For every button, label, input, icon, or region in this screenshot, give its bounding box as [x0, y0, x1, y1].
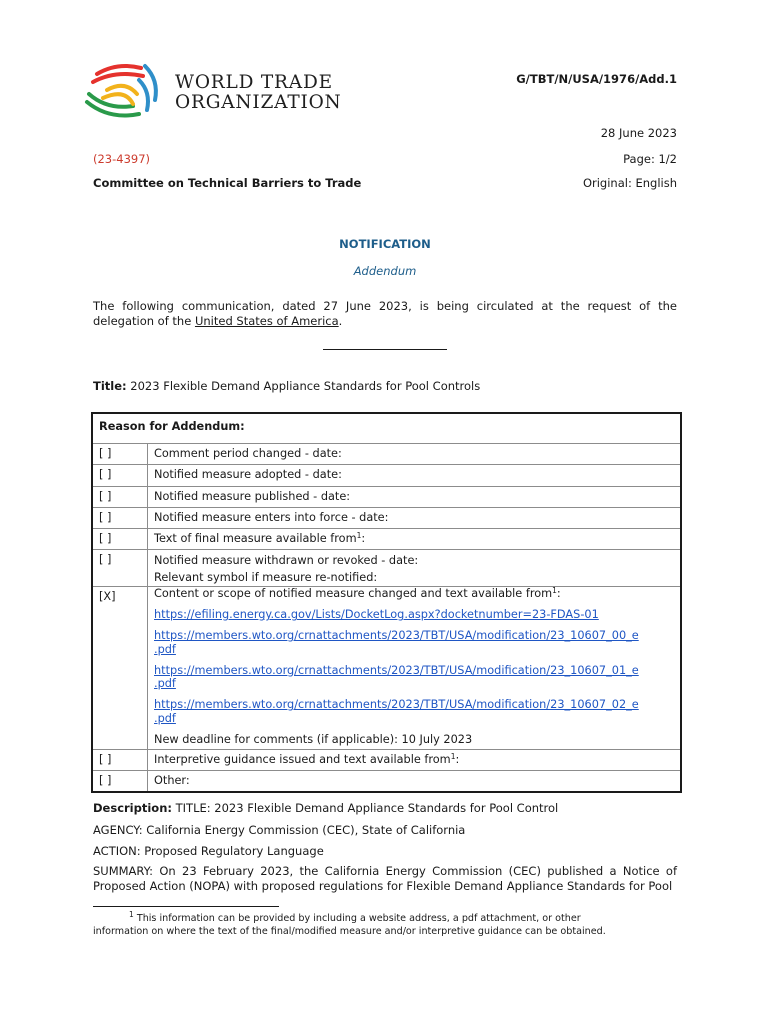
summary-line2: Proposed Action (NOPA) with proposed regulations for Flexible Demand Appliance Standards for Pool [93, 878, 673, 893]
description-agency: AGENCY: California Energy Commission (CEC), State of California [93, 823, 466, 837]
row-content [148, 587, 682, 749]
table-row [92, 507, 681, 528]
link-text[interactable]: https://members.wto.org/crnattachments/2023/TBT/USA/modification/23_10607_01_e [154, 663, 639, 677]
description-title-text: TITLE: 2023 Flexible Demand Appliance Standards for Pool Control [171, 801, 559, 815]
link-attachment-00[interactable] [154, 629, 674, 657]
link-text-cont[interactable]: .pdf [154, 677, 176, 691]
link-attachment-02[interactable] [154, 698, 674, 726]
wto-emblem-icon [83, 60, 167, 130]
member-name: United States of America [194, 313, 339, 328]
intro-line2-pre: delegation of the [93, 313, 195, 328]
document-date: 28 June 2023 [600, 126, 677, 140]
intro-line1: The following communication, dated 27 June 2023, is being circulated at the request of the [93, 299, 677, 313]
link-text-cont[interactable]: .pdf [154, 642, 176, 656]
link-text[interactable]: https://members.wto.org/crnattachments/2023/TBT/USA/modification/23_10607_02_e [154, 698, 639, 712]
checkbox-withdrawn: [ ] [92, 550, 148, 587]
table-row [92, 486, 681, 507]
wto-wordmark [175, 73, 342, 113]
notification-title [93, 379, 480, 393]
row-label: Notified measure adopted - date: [148, 465, 682, 486]
description-action: ACTION: Proposed Regulatory Language [93, 844, 324, 858]
summary-line1: SUMMARY: On 23 February 2023, the California Energy Commission (CEC) published a Notice of [93, 864, 677, 878]
title-label: Title: [93, 379, 127, 393]
row-text-secondary: Relevant symbol if measure re-notified: [154, 571, 378, 585]
link-attachment-01[interactable] [154, 664, 674, 692]
row-label [148, 550, 682, 587]
separator-line [323, 349, 447, 350]
footnote-separator [93, 906, 279, 907]
committee-name: Committee on Technical Barriers to Trade [93, 176, 362, 190]
checkbox-final-measure: [ ] [92, 529, 148, 550]
checkbox-comment-period: [ ] [92, 444, 148, 465]
row-text: Text of final measure available from [154, 532, 357, 546]
row-label: Text of final measure available from$^1$: [148, 529, 682, 550]
original-language: Original: English [582, 176, 677, 190]
link-text[interactable]: https://members.wto.org/crnattachments/2023/TBT/USA/modification/23_10607_00_e [154, 629, 639, 643]
table-row [92, 587, 681, 749]
table-row [92, 529, 681, 550]
row-label: Notified measure published - date: [148, 486, 682, 507]
footnote-ref[interactable]: 1 [450, 751, 456, 761]
page-subtitle: Addendum [353, 264, 417, 278]
checkbox-adopted: [ ] [92, 465, 148, 486]
row-text: Notified measure withdrawn or revoked - date: [154, 554, 419, 568]
description-summary [93, 864, 677, 893]
document-reference: (23-4397) [93, 152, 151, 166]
title-value: 2023 Flexible Demand Appliance Standards for Pool Controls [126, 379, 481, 393]
link-text-cont[interactable]: .pdf [154, 712, 176, 726]
reasons-header: Reason for Addendum: [92, 413, 681, 444]
footnote-ref[interactable]: 1 [552, 586, 557, 596]
org-name-line2: ORGANIZATION [175, 92, 342, 113]
footnote [93, 910, 677, 938]
link-docket-log[interactable] [154, 608, 674, 622]
table-row [92, 749, 681, 770]
table-row [92, 550, 681, 587]
checkbox-enters-into-force: [ ] [92, 507, 148, 528]
row-label: Notified measure enters into force - date: [148, 507, 682, 528]
row-label: Other: [148, 770, 682, 792]
table-row [92, 770, 681, 792]
checkbox-content-changed: [X] [92, 587, 148, 749]
reasons-table [91, 412, 682, 793]
checkbox-interpretive-guidance: [ ] [92, 749, 148, 770]
footnote-line1 [93, 910, 677, 926]
footnote-line2: information on where the text of the final/modified measure and/or interpretive guidance can be obtained. [93, 925, 606, 937]
row-text: Content or scope of notified measure changed and text available from$^1$: [154, 586, 561, 601]
link-text[interactable]: https://efiling.energy.ca.gov/Lists/DocketLog.aspx?docketnumber=23-FDAS-01 [154, 608, 599, 622]
page-title: NOTIFICATION [339, 237, 431, 251]
row-label: Interpretive guidance issued and text available from$^1$: [148, 749, 682, 770]
document-symbol: G/TBT/N/USA/1976/Add.1 [516, 72, 677, 86]
footnote-mark: 1 [129, 910, 134, 919]
description-label: Description: [93, 801, 172, 815]
table-row [92, 465, 681, 486]
footnote-ref[interactable]: 1 [356, 531, 362, 541]
table-row [92, 444, 681, 465]
checkbox-other: [ ] [92, 770, 148, 792]
org-name-line1: WORLD TRADE [175, 72, 333, 93]
reasons-table-header [92, 413, 681, 444]
checkbox-published: [ ] [92, 486, 148, 507]
row-label: Comment period changed - date: [148, 444, 682, 465]
intro-line2-post: . [338, 313, 343, 328]
comment-deadline: New deadline for comments (if applicable): 10 July 2023 [154, 732, 473, 746]
description-title [93, 801, 677, 815]
row-text: Interpretive guidance issued and text available from [154, 752, 451, 766]
page-number: Page: 1/2 [623, 152, 677, 166]
intro-paragraph [93, 299, 677, 328]
footnote-text: This information can be provided by including a website address, a pdf attachment, or other [133, 913, 581, 924]
row-text-main: Content or scope of notified measure changed and text available from [154, 587, 553, 601]
wto-logo [83, 60, 343, 130]
